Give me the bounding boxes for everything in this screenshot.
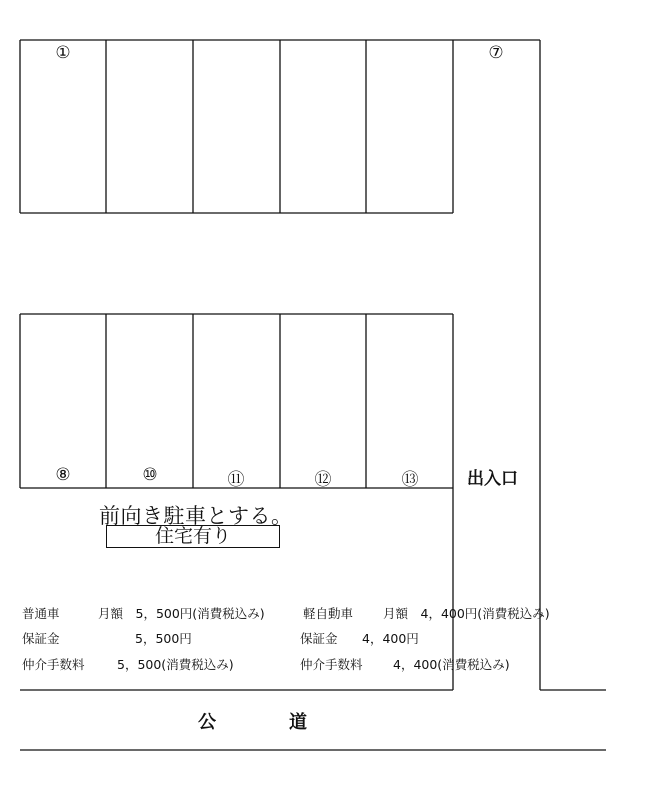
regular-car-label: 普通車 bbox=[22, 606, 60, 621]
regular-deposit: 5，500円 bbox=[135, 631, 192, 646]
kei-deposit-label: 保証金 bbox=[300, 631, 338, 646]
slot-label-8: ⑧ bbox=[55, 465, 71, 485]
road-label-char-2: 道 bbox=[289, 712, 307, 733]
regular-car-monthly: 月額 5，500円(消費税込み) bbox=[98, 606, 265, 621]
entrance-label: 出入口 bbox=[467, 469, 518, 489]
kei-fee: 4，400(消費税込み) bbox=[393, 657, 510, 672]
slot-label-13: ⑬ bbox=[401, 470, 419, 490]
regular-fee: 5，500(消費税込み) bbox=[117, 657, 234, 672]
house-label: 住宅有り bbox=[106, 525, 280, 548]
slot-label-10: ⑩ bbox=[142, 465, 158, 485]
slot-label-1: ① bbox=[55, 43, 71, 63]
regular-fee-label: 仲介手数料 bbox=[22, 657, 85, 672]
parking-note: 前向き駐車とする。 bbox=[99, 504, 293, 528]
kei-fee-label: 仲介手数料 bbox=[300, 657, 363, 672]
road-label-char-1: 公 bbox=[198, 712, 216, 733]
slot-label-11: ⑪ bbox=[227, 470, 245, 490]
kei-car-monthly: 月額 4，400円(消費税込み) bbox=[383, 606, 550, 621]
kei-deposit: 4，400円 bbox=[362, 631, 419, 646]
regular-deposit-label: 保証金 bbox=[22, 631, 60, 646]
kei-car-label: 軽自動車 bbox=[303, 606, 354, 621]
slot-label-12: ⑫ bbox=[314, 470, 332, 490]
slot-label-7: ⑦ bbox=[488, 43, 504, 63]
